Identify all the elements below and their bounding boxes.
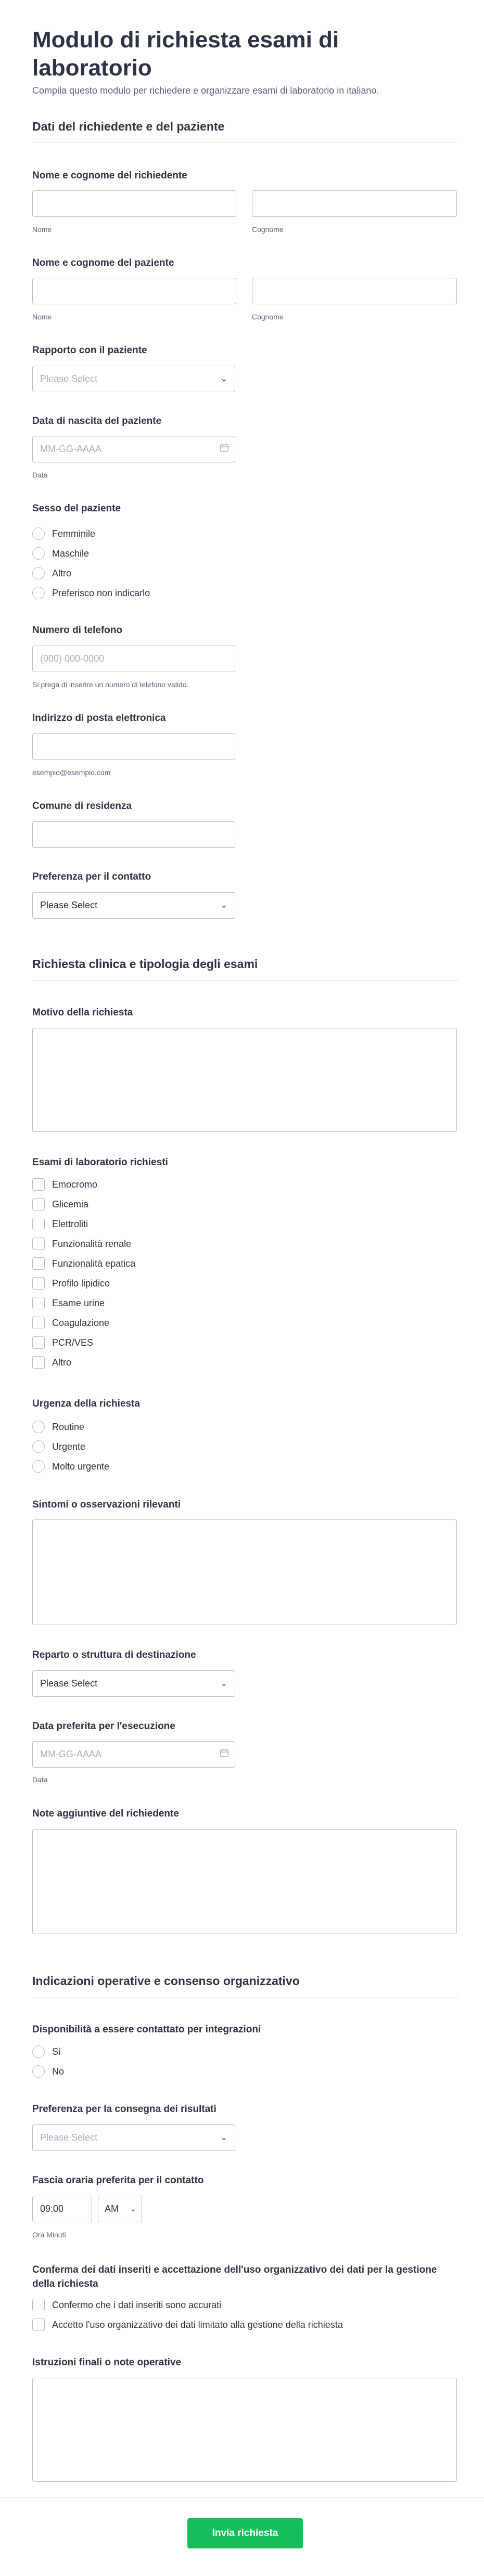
reason-textarea[interactable] [32,1028,457,1132]
exam-option[interactable]: PCR/VES [32,1335,93,1350]
radio-button[interactable] [32,587,45,599]
urgency-option[interactable]: Molto urgente [32,1459,109,1474]
birth-date-wrapper [32,436,235,462]
radio-button[interactable] [32,2065,45,2078]
checkbox[interactable] [32,1336,45,1349]
time-slot-sublabel: Ora Minuti [32,2231,66,2239]
final-notes-textarea[interactable] [32,2378,457,2482]
city-input[interactable] [32,821,235,848]
form-header [32,26,459,97]
requester-first-name-sublabel: Nome [32,225,52,234]
symptoms-label: Sintomi o osservazioni rilevanti [32,1499,181,1510]
patient-first-name-sublabel: Nome [32,313,52,321]
requester-last-name-input[interactable] [252,190,457,217]
notes-label: Note aggiuntive del richiedente [32,1808,179,1819]
final-notes-label: Istruzioni finali o note operative [32,2357,182,2368]
relationship-select-value: Please Select [40,373,98,384]
chevron-down-icon: ⌄ [130,2205,136,2213]
calendar-icon[interactable] [220,443,229,453]
exam-option[interactable]: Altro [32,1355,71,1370]
chevron-down-icon: ⌄ [220,2133,227,2142]
section-title-clinical: Richiesta clinica e tipologia degli esami [32,956,459,981]
requester-last-name-sublabel: Cognome [252,225,284,234]
consent-label: Conferma dei dati inseriti e accettazione dell'uso organizzativo dei dati per la gestione della richiesta [32,2264,437,2289]
patient-first-name-input[interactable] [32,278,236,304]
checkbox[interactable] [32,1277,45,1290]
consent-option[interactable]: Accetto l'uso organizzativo dei dati limitato alla gestione della richiesta [32,2317,343,2332]
radio-button[interactable] [32,527,45,540]
phone-sublabel: Si prega di inserire un numero di telefono valido. [32,680,189,689]
radio-button[interactable] [32,547,45,560]
chevron-down-icon: ⌄ [220,1679,227,1688]
requester-first-name-input[interactable] [32,190,236,217]
exam-option[interactable]: Esame urine [32,1296,105,1310]
reason-label: Motivo della richiesta [32,1007,133,1018]
contact-pref-select-value: Please Select [40,900,98,910]
preferred-date-wrapper [32,1741,235,1768]
checkbox[interactable] [32,1317,45,1329]
city-label: Comune di residenza [32,801,132,812]
radio-button[interactable] [32,1460,45,1473]
sex-option[interactable]: Preferisco non indicarlo [32,586,150,600]
symptoms-textarea[interactable] [32,1519,457,1625]
radio-button[interactable] [32,1440,45,1453]
consent-option[interactable]: Confermo che i dati inseriti sono accurati [32,2298,221,2312]
patient-last-name-sublabel: Cognome [252,313,284,321]
email-sublabel: esempio@esempio.com [32,768,111,777]
relationship-select[interactable] [32,366,235,392]
checkbox[interactable] [32,1218,45,1230]
delivery-label: Preferenza per la consegna dei risultati [32,2104,216,2115]
department-select-value: Please Select [40,1678,98,1689]
radio-button[interactable] [32,1421,45,1433]
exam-option[interactable]: Funzionalità epatica [32,1256,135,1271]
delivery-select[interactable] [32,2124,235,2151]
sex-option[interactable]: Maschile [32,546,89,561]
chevron-down-icon: ⌄ [220,375,227,383]
patient-last-name-input[interactable] [252,278,457,304]
phone-label: Numero di telefono [32,625,123,636]
chevron-down-icon: ⌄ [220,901,227,910]
urgency-label: Urgenza della richiesta [32,1398,140,1409]
phone-input[interactable] [32,646,235,672]
ampm-select[interactable] [98,2196,142,2222]
exams-label: Esami di laboratorio richiesti [32,1157,168,1168]
email-input[interactable] [32,733,235,760]
submit-button[interactable]: Invia richiesta [187,2518,303,2548]
radio-button[interactable] [32,567,45,579]
availability-option[interactable]: Sì [32,2044,61,2059]
form-title: Modulo di richiesta esami di laboratorio [32,27,339,81]
relationship-label: Rapporto con il paziente [32,345,147,356]
time-slot-label: Fascia oraria preferita per il contatto [32,2175,204,2186]
patient-name-label: Nome e cognome del paziente [32,257,174,268]
birth-date-sublabel: Data [32,471,48,479]
department-select[interactable] [32,1670,235,1697]
requester-name-label: Nome e cognome del richiedente [32,170,187,181]
preferred-date-label: Data preferita per l'esecuzione [32,1721,175,1732]
checkbox[interactable] [32,1198,45,1210]
notes-textarea[interactable] [32,1829,457,1934]
department-label: Reparto o struttura di destinazione [32,1650,196,1660]
availability-label: Disponibilità a essere contattato per integrazioni [32,2024,261,2035]
exam-option[interactable]: Glicemia [32,1197,88,1212]
checkbox[interactable] [32,1178,45,1191]
time-input[interactable] [32,2196,92,2222]
urgency-option[interactable]: Urgente [32,1439,85,1454]
section-title-requester: Dati del richiedente e del paziente [32,119,459,143]
checkbox[interactable] [32,1257,45,1270]
radio-button[interactable] [32,2045,45,2058]
checkbox[interactable] [32,1356,45,1369]
preferred-date-sublabel: Data [32,1775,48,1784]
exam-option[interactable]: Emocromo [32,1177,97,1192]
delivery-select-value: Please Select [40,2132,98,2143]
sex-option[interactable]: Femminile [32,526,95,541]
preferred-date-input[interactable] [32,1741,235,1768]
checkbox[interactable] [32,1297,45,1309]
form-subtitle: Compila questo modulo per richiedere e organizzare esami di laboratorio in italiano. [32,85,379,96]
birth-date-label: Data di nascita del paziente [32,416,162,427]
exam-option[interactable]: Elettroliti [32,1217,88,1231]
sex-label: Sesso del paziente [32,503,121,514]
exam-option[interactable]: Coagulazione [32,1316,109,1330]
sex-option[interactable]: Altro [32,566,71,581]
urgency-option[interactable]: Routine [32,1420,84,1434]
contact-pref-label: Preferenza per il contatto [32,871,151,882]
section-title-operational: Indicazioni operative e consenso organizzativo [32,1973,459,1998]
email-label: Indirizzo di posta elettronica [32,713,166,724]
form-footer [0,2497,484,2576]
calendar-icon[interactable] [220,1748,229,1758]
exam-option[interactable]: Profilo lipidico [32,1276,110,1291]
exam-option[interactable]: Funzionalità renale [32,1237,131,1251]
availability-option[interactable]: No [32,2064,64,2079]
contact-pref-select[interactable] [32,892,235,919]
birth-date-input[interactable] [32,436,235,462]
checkbox[interactable] [32,2319,45,2331]
ampm-select-value: AM [105,2204,119,2214]
checkbox[interactable] [32,2299,45,2311]
checkbox[interactable] [32,1238,45,1250]
